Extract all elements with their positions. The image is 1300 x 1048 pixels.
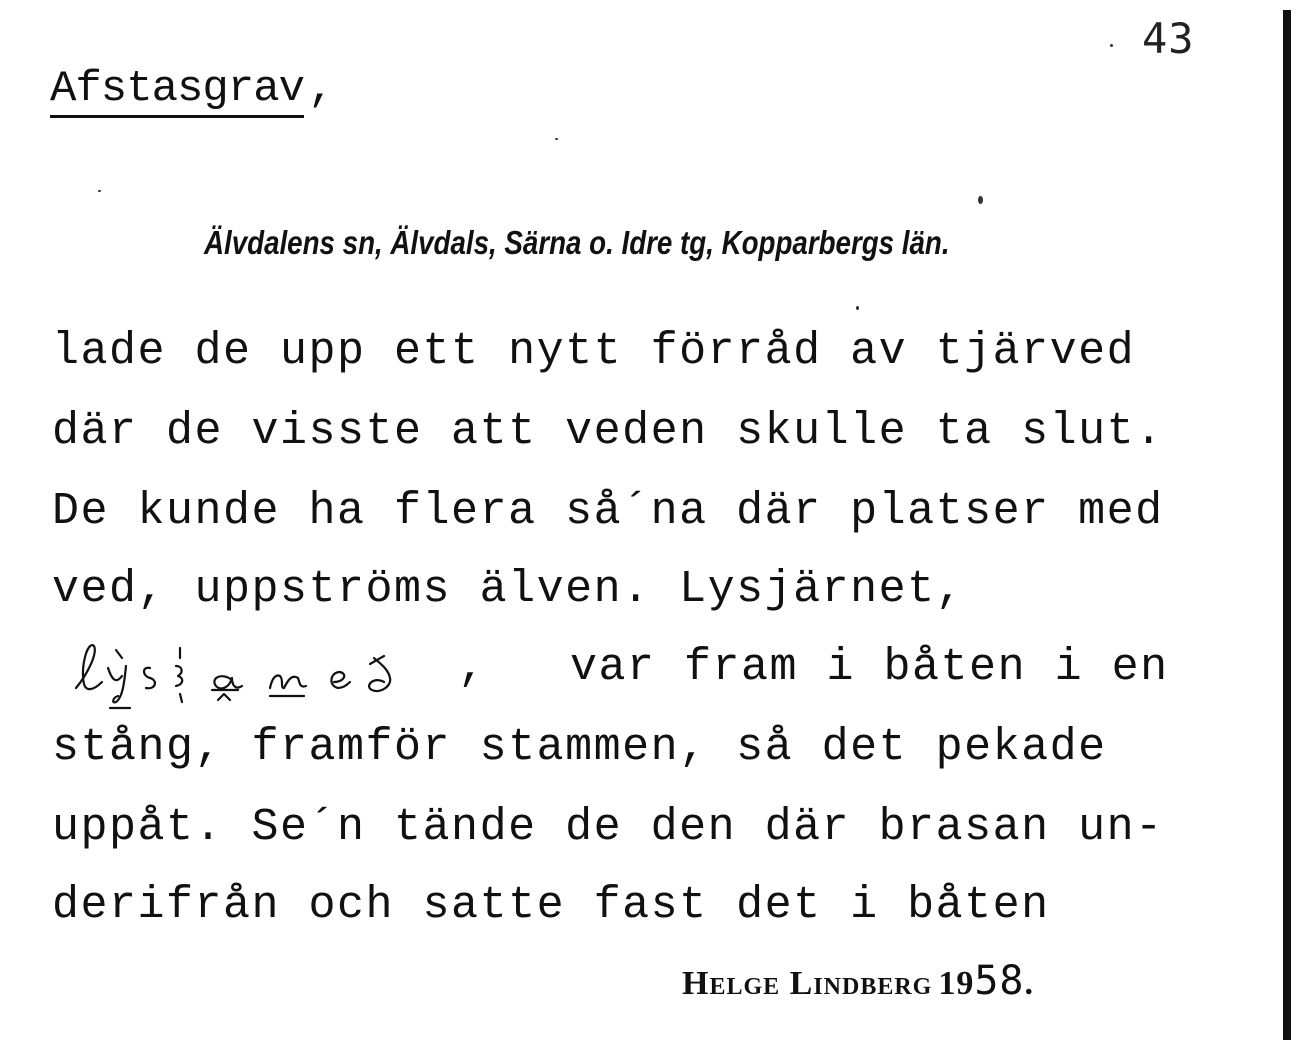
text-line: lade de upp ett nytt förråd av tjärved <box>52 326 1136 377</box>
text-line: derifrån och satte fast det i båten <box>52 880 1050 931</box>
text-line: ved, uppströms älven. Lysjärnet, <box>52 564 965 615</box>
page-number: 43 <box>1142 14 1195 63</box>
scan-speck <box>555 138 558 140</box>
scan-speck <box>1110 44 1113 47</box>
handwritten-phonetic-word <box>72 636 492 716</box>
heading <box>50 64 333 118</box>
scan-speck <box>978 196 983 204</box>
text-line: där de visste att veden skulle ta slut. <box>52 406 1164 457</box>
text-line: De kunde ha flera så´na där platser med <box>52 486 1164 537</box>
signature-year-printed: 19 <box>938 965 975 1002</box>
heading-word: Afstasgrav <box>50 65 304 118</box>
handwritten-comma: , <box>458 642 487 693</box>
scan-speck <box>856 306 859 310</box>
text-line: stång, framför stammen, så det pekade <box>52 722 1107 773</box>
location-stamp: Älvdalens sn, Älvdals, Särna o. Idre tg, Kopparbergs län. <box>204 224 950 261</box>
text-line: var fram i båten i en <box>570 642 1169 693</box>
text-line: uppåt. Se´n tände de den där brasan un- <box>52 802 1164 853</box>
scan-speck <box>98 190 101 192</box>
signature-name: Helge Lindberg <box>682 965 933 1002</box>
signature-year-handwritten: 58 <box>974 958 1025 1004</box>
heading-comma: , <box>308 64 334 114</box>
signature-period: . <box>1024 965 1035 1002</box>
signature <box>682 958 1034 1004</box>
margin-rule <box>1283 10 1291 1040</box>
